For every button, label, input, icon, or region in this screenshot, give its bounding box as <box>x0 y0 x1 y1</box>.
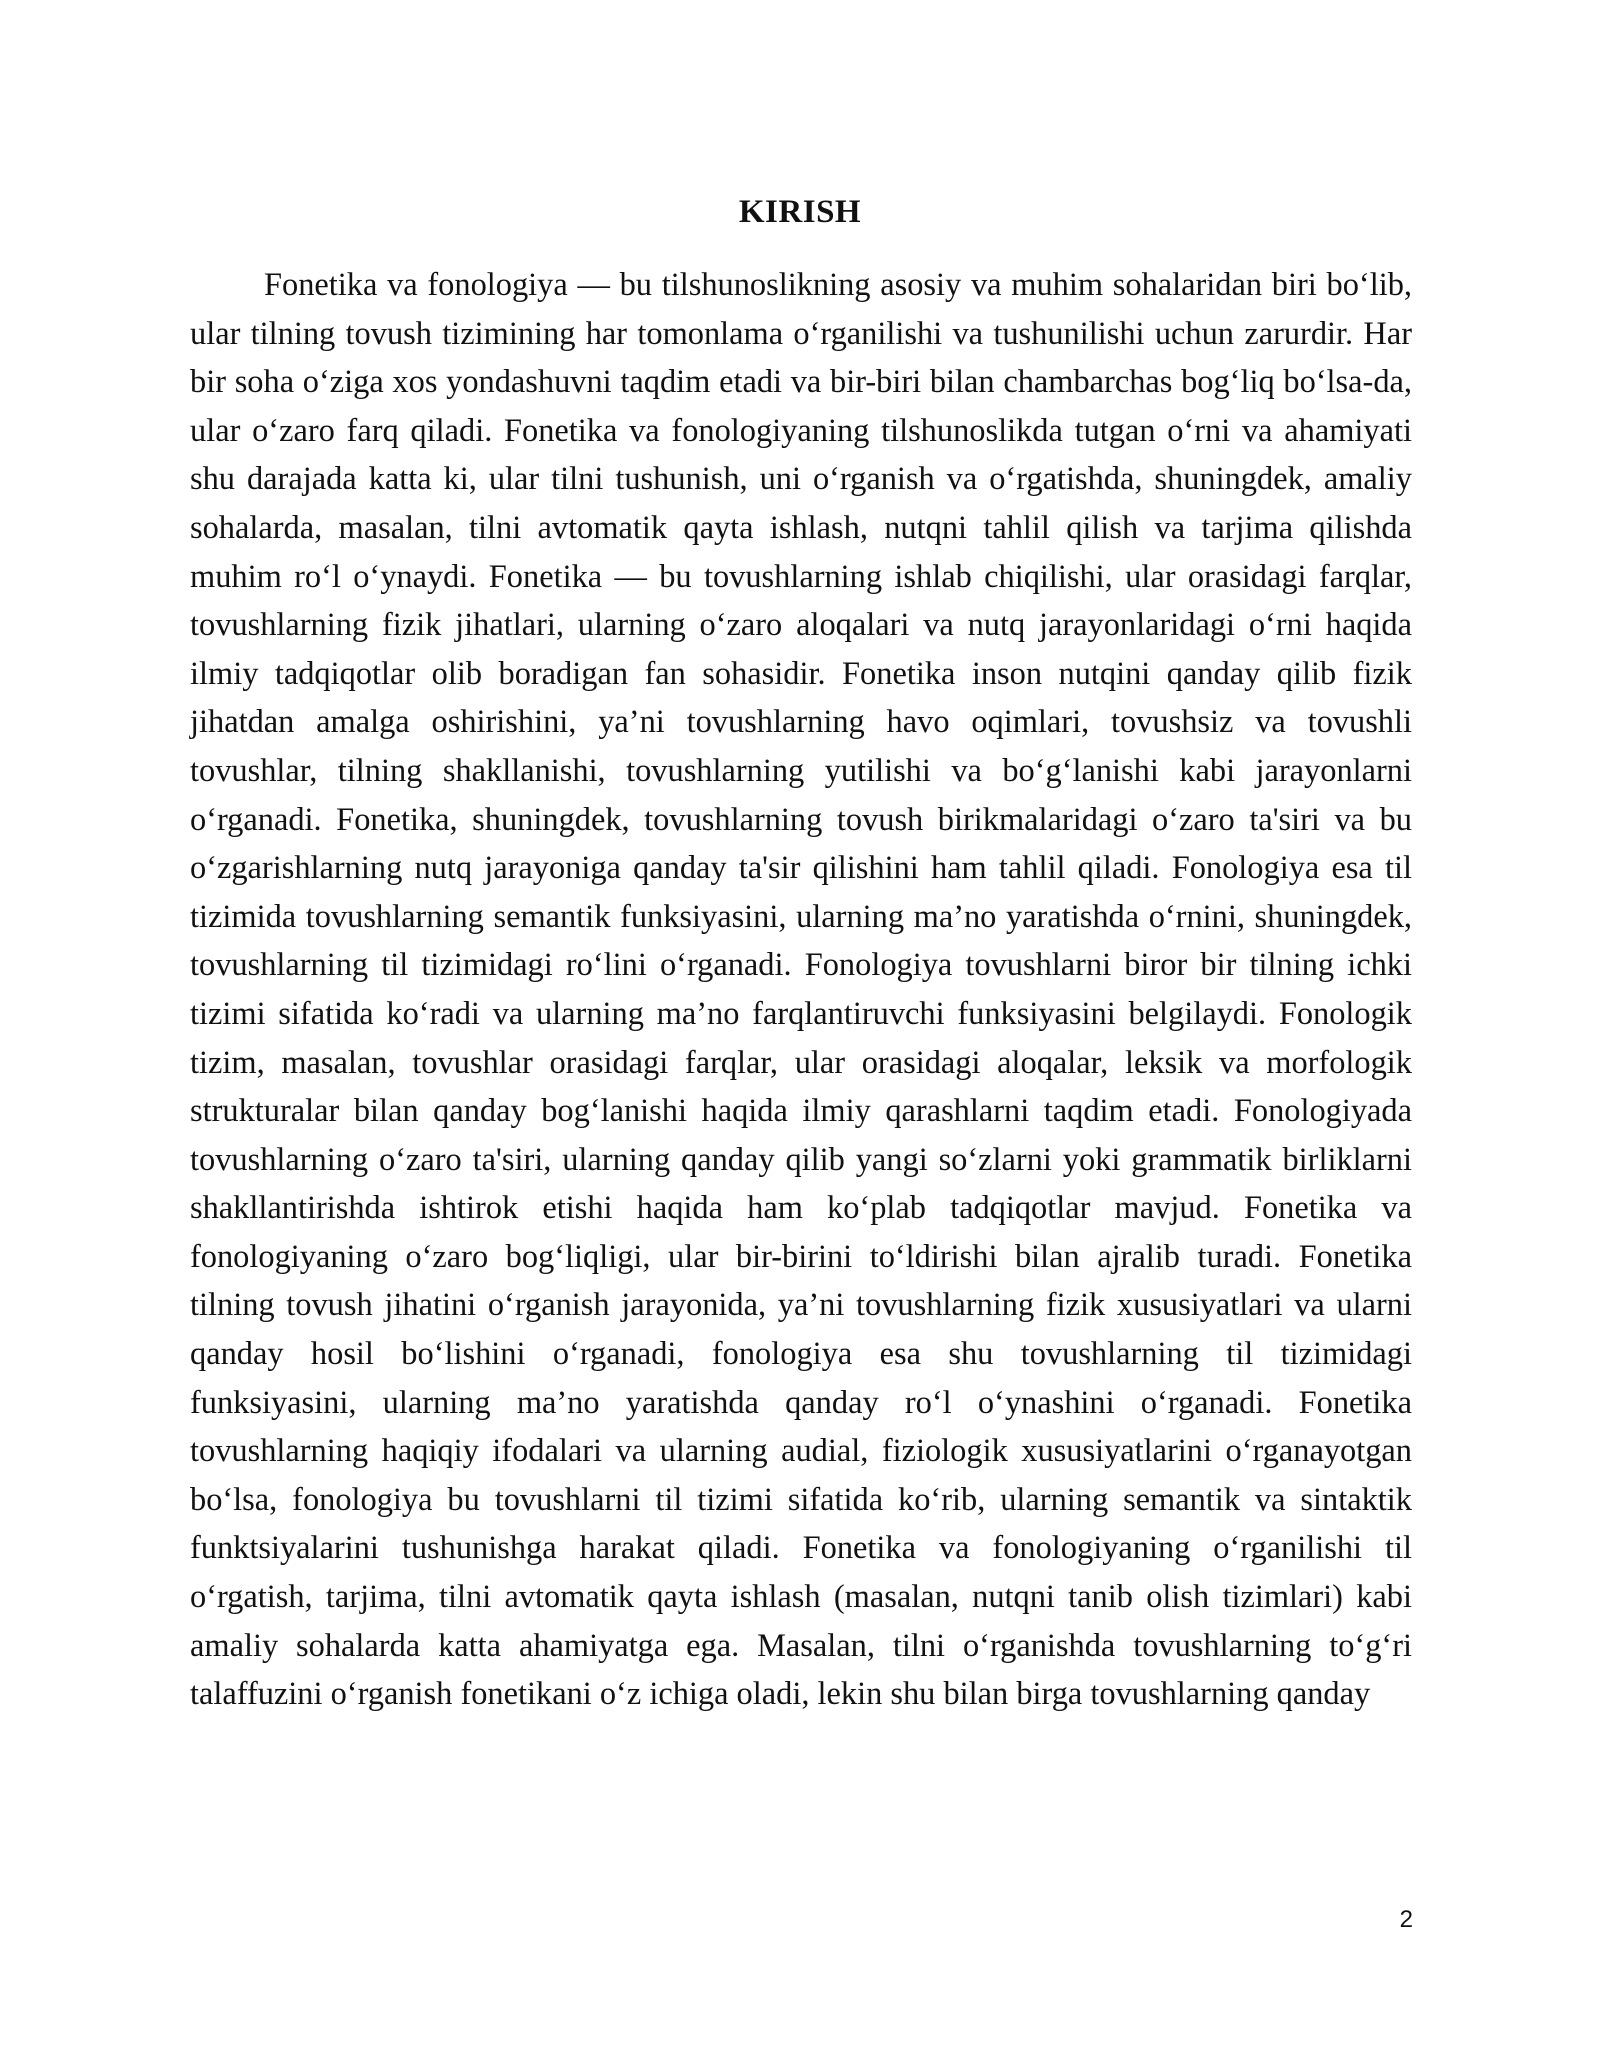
body-paragraph: Fonetika va fonologiya — bu tilshunoslikning asosiy va muhim sohalaridan biri bo‘lib, ular tilning tovush tizimining har tomonlama o‘rganilishi va tushunilishi uchun zarurdir. Har bir soha o‘ziga xos yondashuvni taqdim etadi va bir-biri bilan chambarchas bog‘liq bo‘lsa-da, ular o‘zaro farq qiladi. Fonetika va fonologiyaning tilshunoslikda tutgan o‘rni va ahamiyati shu darajada katta ki, ular tilni tushunish, uni o‘rganish va o‘rgatishda, shuningdek, amaliy sohalarda, masalan, tilni avtomatik qayta ishlash, nutqni tahlil qilish va tarjima qilishda muhim ro‘l o‘ynaydi. Fonetika — bu tovushlarning ishlab chiqilishi, ular orasidagi farqlar, tovushlarning fizik jihatlari, ularning o‘zaro aloqalari va nutq jarayonlaridagi o‘rni haqida ilmiy tadqiqotlar olib boradigan fan sohasidir. Fonetika inson nutqini qanday qilib fizik jihatdan amalga oshirishini, ya’ni tovushlarning havo oqimlari, tovushsiz va tovushli tovushlar, tilning shakllanishi, tovushlarning yutilishi va bo‘g‘lanishi kabi jarayonlarni o‘rganadi. Fonetika, shuningdek, tovushlarning tovush birikmalaridagi o‘zaro ta'siri va bu o‘zgarishlarning nutq jarayoniga qanday ta'sir qilishini ham tahlil qiladi. Fonologiya esa til tizimida tovushlarning semantik funksiyasini, ularning ma’no yaratishda o‘rnini, shuningdek, tovushlarning til tizimidagi ro‘lini o‘rganadi. Fonologiya tovushlarni biror bir tilning ichki tizimi sifatida ko‘radi va ularning ma’no farqlantiruvchi funksiyasini belgilaydi. Fonologik tizim, masalan, tovushlar orasidagi farqlar, ular orasidagi aloqalar, leksik va morfologik strukturalar bilan qanday bog‘lanishi haqida ilmiy qarashlarni taqdim etadi. Fonologiyada tovushlarning o‘zaro ta'siri, ularning qanday qilib yangi so‘zlarni yoki grammatik birliklarni shakllantirishda ishtirok etishi haqida ham ko‘plab tadqiqotlar mavjud. Fonetika va fonologiyaning o‘zaro bog‘liqligi, ular bir-birini to‘ldirishi bilan ajralib turadi. Fonetika tilning tovush jihatini o‘rganish jarayonida, ya’ni tovushlarning fizik xususiyatlari va ularni qanday hosil bo‘lishini o‘rganadi, fonologiya esa shu tovushlarning til tizimidagi funksiyasini, ularning ma’no yaratishda qanday ro‘l o‘ynashini o‘rganadi. Fonetika tovushlarning haqiqiy ifodalari va ularning audial, fiziologik xususiyatlarini o‘rganayotgan bo‘lsa, fonologiya bu tovushlarni til tizimi sifatida ko‘rib, ularning semantik va sintaktik funktsiyalarini tushunishga harakat qiladi. Fonetika va fonologiyaning o‘rganilishi til o‘rgatish, tarjima, tilni avtomatik qayta ishlash (masalan, nutqni tanib olish tizimlari) kabi amaliy sohalarda katta ahamiyatga ega. Masalan, tilni o‘rganishda tovushlarning to‘g‘ri talaffuzini o‘rganish fonetikani o‘z ichiga oladi, lekin shu bilan birga tovushlarning qanday <box>190 267 1412 1713</box>
section-heading: KIRISH <box>738 194 862 230</box>
page-number: 2 <box>1399 1906 1413 1933</box>
